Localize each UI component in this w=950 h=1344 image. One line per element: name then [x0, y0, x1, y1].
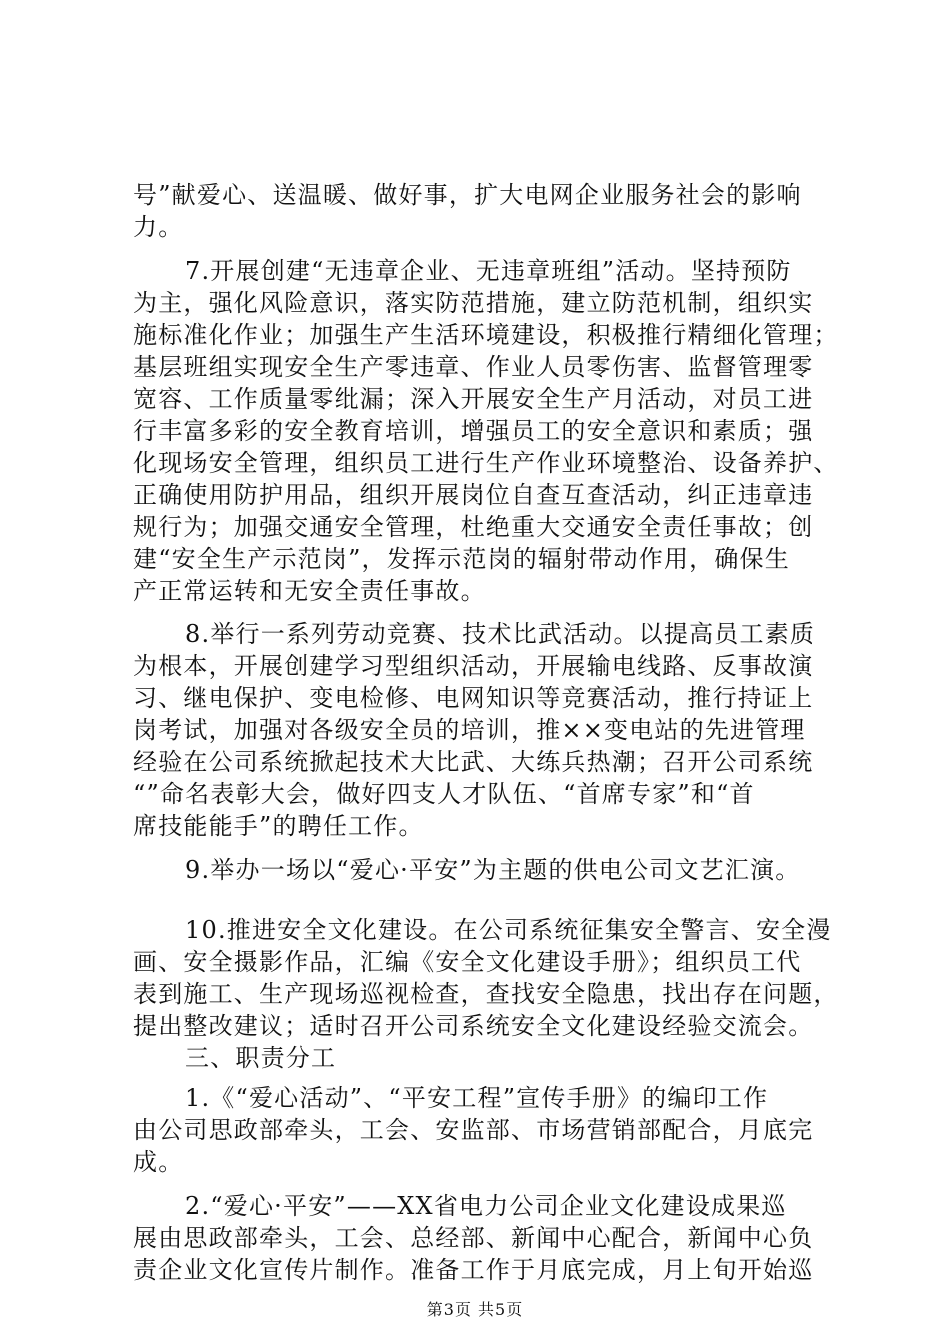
section-heading: 三、职责分工: [185, 1044, 337, 1072]
text-line: 画、安全摄影作品，汇编《安全文化建设手册》；组织员工代: [133, 948, 802, 976]
text-line: 产正常运转和无安全责任事故。: [133, 577, 486, 605]
text-line: 表到施工、生产现场巡视检查，查找安全隐患，找出存在问题，: [133, 980, 839, 1008]
text-line: 成。: [133, 1148, 184, 1176]
text-line: 规行为；加强交通安全管理，杜绝重大交通安全责任事故；创: [133, 513, 814, 541]
text-line: 经验在公司系统掀起技术大比武、大练兵热潮；召开公司系统: [133, 748, 814, 776]
page-number-footer: 第3页 共5页: [426, 1300, 524, 1319]
paragraph-7-heading: 7.开展创建“无违章企业、无违章班组”活动。坚持预防: [185, 257, 792, 285]
duty-item-1-heading: 1.《“爱心活动”、“平安工程”宣传手册》的编印工作: [185, 1084, 769, 1112]
text-line: 席技能能手”的聘任工作。: [133, 812, 424, 840]
text-line: 正确使用防护用品，组织开展岗位自查互查活动，纠正违章违: [133, 481, 814, 509]
text-line: 习、继电保护、变电检修、电网知识等竞赛活动，推行持证上: [133, 684, 814, 712]
text-line: 宽容、工作质量零纰漏；深入开展安全生产月活动，对员工进: [133, 385, 814, 413]
paragraph-9: 9.举办一场以“爱心·平安”为主题的供电公司文艺汇演。: [185, 856, 801, 884]
text-line: 基层班组实现安全生产零违章、作业人员零伤害、监督管理零: [133, 353, 814, 381]
duty-item-2-heading: 2.“爱心·平安”——XX省电力公司企业文化建设成果巡: [185, 1192, 787, 1220]
text-line: 岗考试，加强对各级安全员的培训，推××变电站的先进管理: [133, 716, 806, 744]
text-line: 由公司思政部牵头，工会、安监部、市场营销部配合，月底完: [133, 1116, 814, 1144]
text-line: 号”献爱心、送温暖、做好事，扩大电网企业服务社会的影响: [133, 181, 802, 209]
text-line: 力。: [133, 213, 184, 241]
text-line: “”命名表彰大会，做好四支人才队伍、“首席专家”和“首: [133, 780, 755, 808]
text-line: 提出整改建议；适时召开公司系统安全文化建设经验交流会。: [133, 1012, 814, 1040]
text-line: 展由思政部牵头，工会、总经部、新闻中心配合，新闻中心负: [133, 1224, 814, 1252]
paragraph-8-heading: 8.举行一系列劳动竞赛、技术比武活动。以提高员工素质: [185, 620, 816, 648]
text-line: 责企业文化宣传片制作。准备工作于月底完成，月上旬开始巡: [133, 1256, 814, 1284]
text-line: 施标准化作业；加强生产生活环境建设，积极推行精细化管理；: [133, 321, 839, 349]
text-line: 为根本，开展创建学习型组织活动，开展输电线路、反事故演: [133, 652, 814, 680]
text-line: 化现场安全管理，组织员工进行生产作业环境整治、设备养护、: [133, 449, 839, 477]
paragraph-10-heading: 10.推进安全文化建设。在公司系统征集安全警言、安全漫: [185, 916, 832, 944]
text-line: 建“安全生产示范岗”，发挥示范岗的辐射带动作用，确保生: [133, 545, 790, 573]
text-line: 行丰富多彩的安全教育培训，增强员工的安全意识和素质；强: [133, 417, 814, 445]
text-line: 为主，强化风险意识，落实防范措施，建立防范机制，组织实: [133, 289, 814, 317]
